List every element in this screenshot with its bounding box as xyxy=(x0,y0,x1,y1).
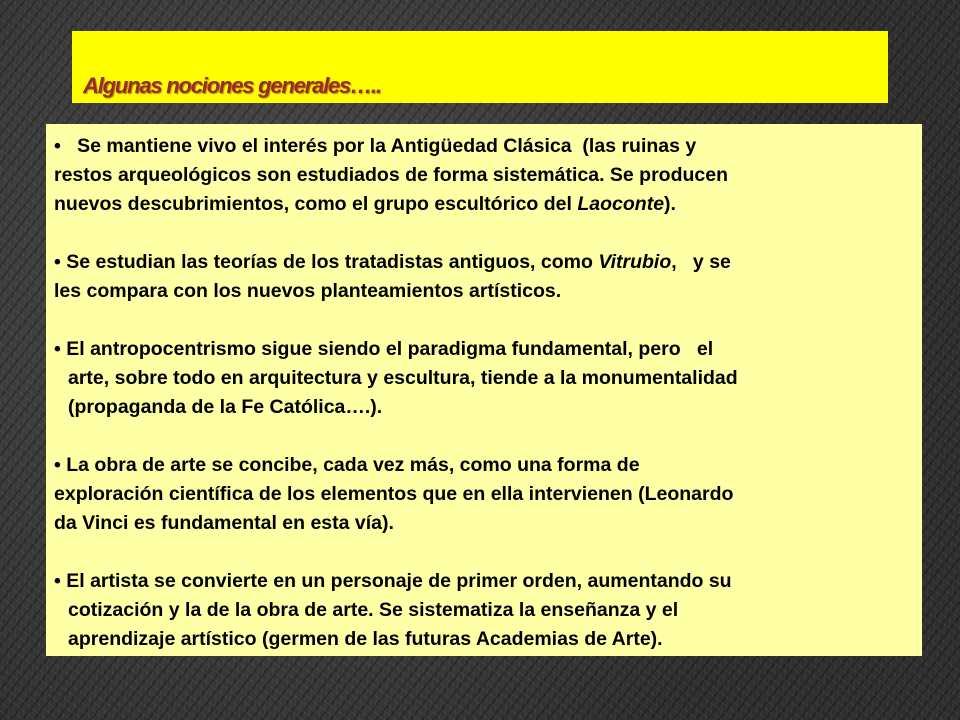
paragraph-2-line-1 xyxy=(54,248,916,277)
vitrubio-emphasis: Vitrubio xyxy=(598,251,672,273)
paragraph-5-line-1 xyxy=(54,567,916,596)
bullet-5: • xyxy=(54,570,61,592)
paragraph-3-text-1: El antropocentrismo sigue siendo el paradigma fundamental, pero el xyxy=(60,338,714,360)
paragraph-5-line-3: aprendizaje artístico (germen de las futuras Academias de Arte). xyxy=(68,628,663,650)
bullet-2: • xyxy=(54,251,61,273)
slide-title: Algunas nociones generales….. xyxy=(83,73,381,98)
paragraph-5 xyxy=(54,567,916,654)
paragraph-3 xyxy=(54,335,916,422)
content-panel xyxy=(46,124,922,656)
paragraph-2-text-1a: Se estudian las teorías de los tratadistas antiguos, como xyxy=(60,251,599,273)
paragraph-4-line-1 xyxy=(54,451,916,480)
paragraph-3-line-1 xyxy=(54,335,916,364)
paragraph-1-text-1: Se mantiene vivo el interés por la Antigüedad Clásica (las ruinas y xyxy=(60,135,697,157)
paragraph-1-text-3b: ). xyxy=(664,193,676,215)
paragraph-4-line-3: da Vinci es fundamental en esta vía). xyxy=(54,512,394,534)
paragraph-5-text-1: El artista se convierte en un personaje de primer orden, aumentando su xyxy=(60,570,732,592)
paragraph-2-text-1b: , y se xyxy=(671,251,731,273)
paragraph-2 xyxy=(54,248,916,306)
paragraph-1-text-3a: nuevos descubrimientos, como el grupo escultórico del xyxy=(54,193,578,215)
title-banner xyxy=(72,31,888,103)
paragraph-3-line-2: arte, sobre todo en arquitectura y escultura, tiende a la monumentalidad xyxy=(68,367,738,389)
paragraph-3-line-3: (propaganda de la Fe Católica….). xyxy=(68,396,383,418)
paragraph-1-line-2: restos arqueológicos son estudiados de forma sistemática. Se producen xyxy=(54,164,729,186)
paragraph-4-text-1: La obra de arte se concibe, cada vez más, como una forma de xyxy=(60,454,640,476)
paragraph-1-line-3 xyxy=(54,190,916,219)
paragraph-5-line-2: cotización y la de la obra de arte. Se sistematiza la enseñanza y el xyxy=(68,599,679,621)
paragraph-4 xyxy=(54,451,916,538)
bullet-1: • xyxy=(54,135,61,157)
paragraph-1 xyxy=(54,132,916,219)
laoconte-emphasis: Laoconte xyxy=(577,193,665,215)
paragraph-4-line-2: exploración científica de los elementos que en ella intervienen (Leonardo xyxy=(54,483,734,505)
bullet-4: • xyxy=(54,454,61,476)
paragraph-2-line-2: les compara con los nuevos planteamientos artísticos. xyxy=(54,280,562,302)
paragraph-1-line-1 xyxy=(54,132,916,161)
bullet-3: • xyxy=(54,338,61,360)
